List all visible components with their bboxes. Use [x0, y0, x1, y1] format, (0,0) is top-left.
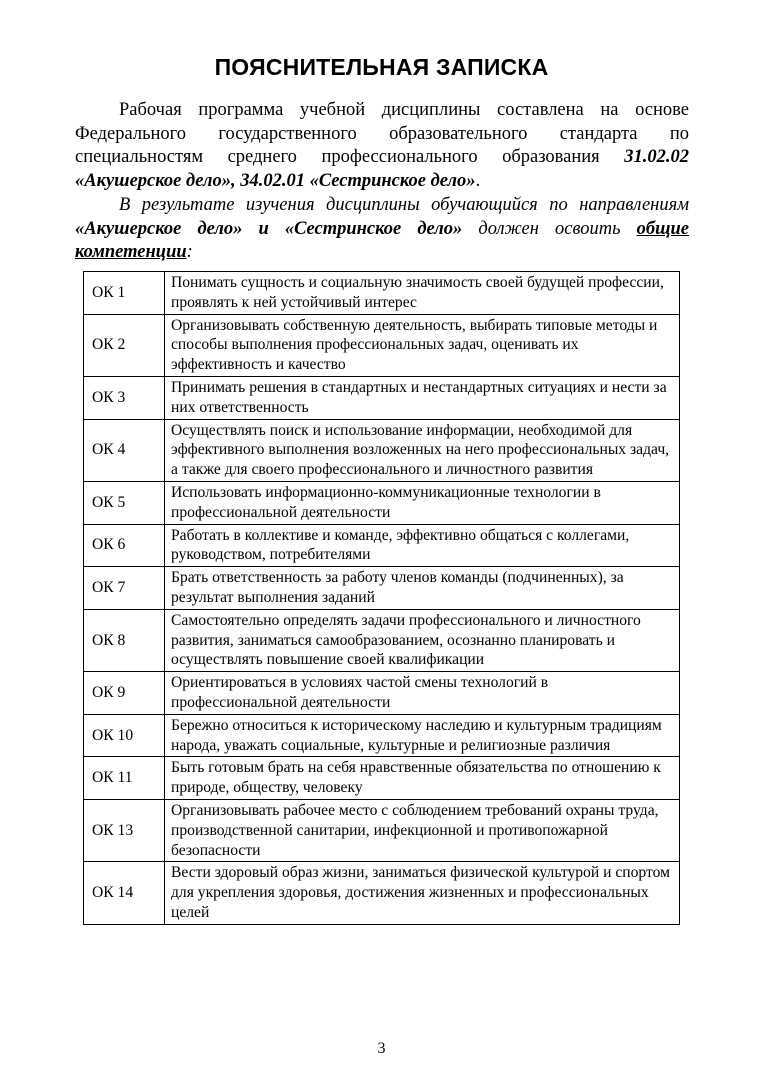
result-end: :: [186, 242, 193, 263]
result-mid: должен освоить: [462, 218, 637, 239]
competency-description: Работать в коллективе и команде, эффективно общаться с коллегами, руководством, потребителями: [165, 524, 680, 567]
directions-text: «Акушерское дело» и «Сестринское дело»: [75, 218, 463, 239]
competency-description: Быть готовым брать на себя нравственные обязательства по отношению к природе, обществу, человеку: [165, 757, 680, 800]
result-text: В результате изучения дисциплины обучающийся по направлениям: [119, 195, 689, 215]
competency-code: ОК 1: [84, 272, 165, 315]
page-title: ПОЯСНИТЕЛЬНАЯ ЗАПИСКА: [214, 54, 549, 80]
competency-code: ОК 8: [84, 609, 165, 671]
table-row: [84, 567, 680, 610]
competency-description: Самостоятельно определять задачи профессионального и личностного развития, заниматься самообразованием, осознанно планировать и осуществлять повышение своей квалификации: [165, 609, 680, 671]
competency-code: ОК 13: [84, 799, 165, 861]
competency-description: Ориентироваться в условиях частой смены технологий в профессиональной деятельности: [165, 672, 680, 715]
competency-description: Бережно относиться к историческому наследию и культурным традициям народа, уважать социальные, культурные и религиозные различия: [165, 714, 680, 757]
table-row: [84, 672, 680, 715]
competencies-table-body: [84, 272, 680, 925]
competency-description: Организовывать собственную деятельность, выбирать типовые методы и способы выполнения профессиональных задач, оценивать их эффективность и качество: [165, 314, 680, 376]
competency-description: Осуществлять поиск и использование информации, необходимой для эффективного выполнения возложенных на него профессиональных задач, а также для своего профессионального и личностного развития: [165, 419, 680, 481]
competency-description: Понимать сущность и социальную значимость своей будущей профессии, проявлять к ней устойчивый интерес: [165, 272, 680, 315]
competency-code: ОК 7: [84, 567, 165, 610]
table-row: [84, 609, 680, 671]
competency-code: ОК 11: [84, 757, 165, 800]
table-row: [84, 419, 680, 481]
table-row: [84, 481, 680, 524]
competency-code: ОК 5: [84, 481, 165, 524]
table-row: [84, 376, 680, 419]
competency-description: Принимать решения в стандартных и нестандартных ситуациях и нести за них ответственность: [165, 376, 680, 419]
table-row: [84, 757, 680, 800]
table-row: [84, 799, 680, 861]
specialties-text: 31.02.02 «Акушерское дело», 34.02.01 «Сестринское дело»: [75, 147, 689, 191]
competency-code: ОК 2: [84, 314, 165, 376]
competencies-table: [83, 271, 680, 925]
table-row: [84, 524, 680, 567]
page-number: 3: [377, 1040, 386, 1057]
intro-end: .: [475, 170, 481, 191]
intro-text: Рабочая программа учебной дисциплины составлена на основе Федерального государственного образовательного стандарта по специальностям среднего профессионального образования: [75, 100, 689, 168]
competency-description: Организовывать рабочее место с соблюдением требований охраны труда, производственной санитарии, инфекционной и противопожарной безопасности: [165, 799, 680, 861]
competency-code: ОК 10: [84, 714, 165, 757]
intro-paragraph-1: [75, 99, 689, 193]
table-row: [84, 314, 680, 376]
competency-code: ОК 4: [84, 419, 165, 481]
competency-description: Брать ответственность за работу членов команды (подчиненных), за результат выполнения заданий: [165, 567, 680, 610]
competency-code: ОК 3: [84, 376, 165, 419]
intro-paragraph-2: [75, 194, 689, 265]
general-competencies-text: общие компетенции: [75, 218, 689, 263]
competency-code: ОК 6: [84, 524, 165, 567]
competency-description: Использовать информационно-коммуникационные технологии в профессиональной деятельности: [165, 481, 680, 524]
competency-code: ОК 9: [84, 672, 165, 715]
table-row: [84, 862, 680, 924]
competency-code: ОК 14: [84, 862, 165, 924]
table-row: [84, 272, 680, 315]
competency-description: Вести здоровый образ жизни, заниматься физической культурой и спортом для укрепления здоровья, достижения жизненных и профессиональных целей: [165, 862, 680, 924]
table-row: [84, 714, 680, 757]
